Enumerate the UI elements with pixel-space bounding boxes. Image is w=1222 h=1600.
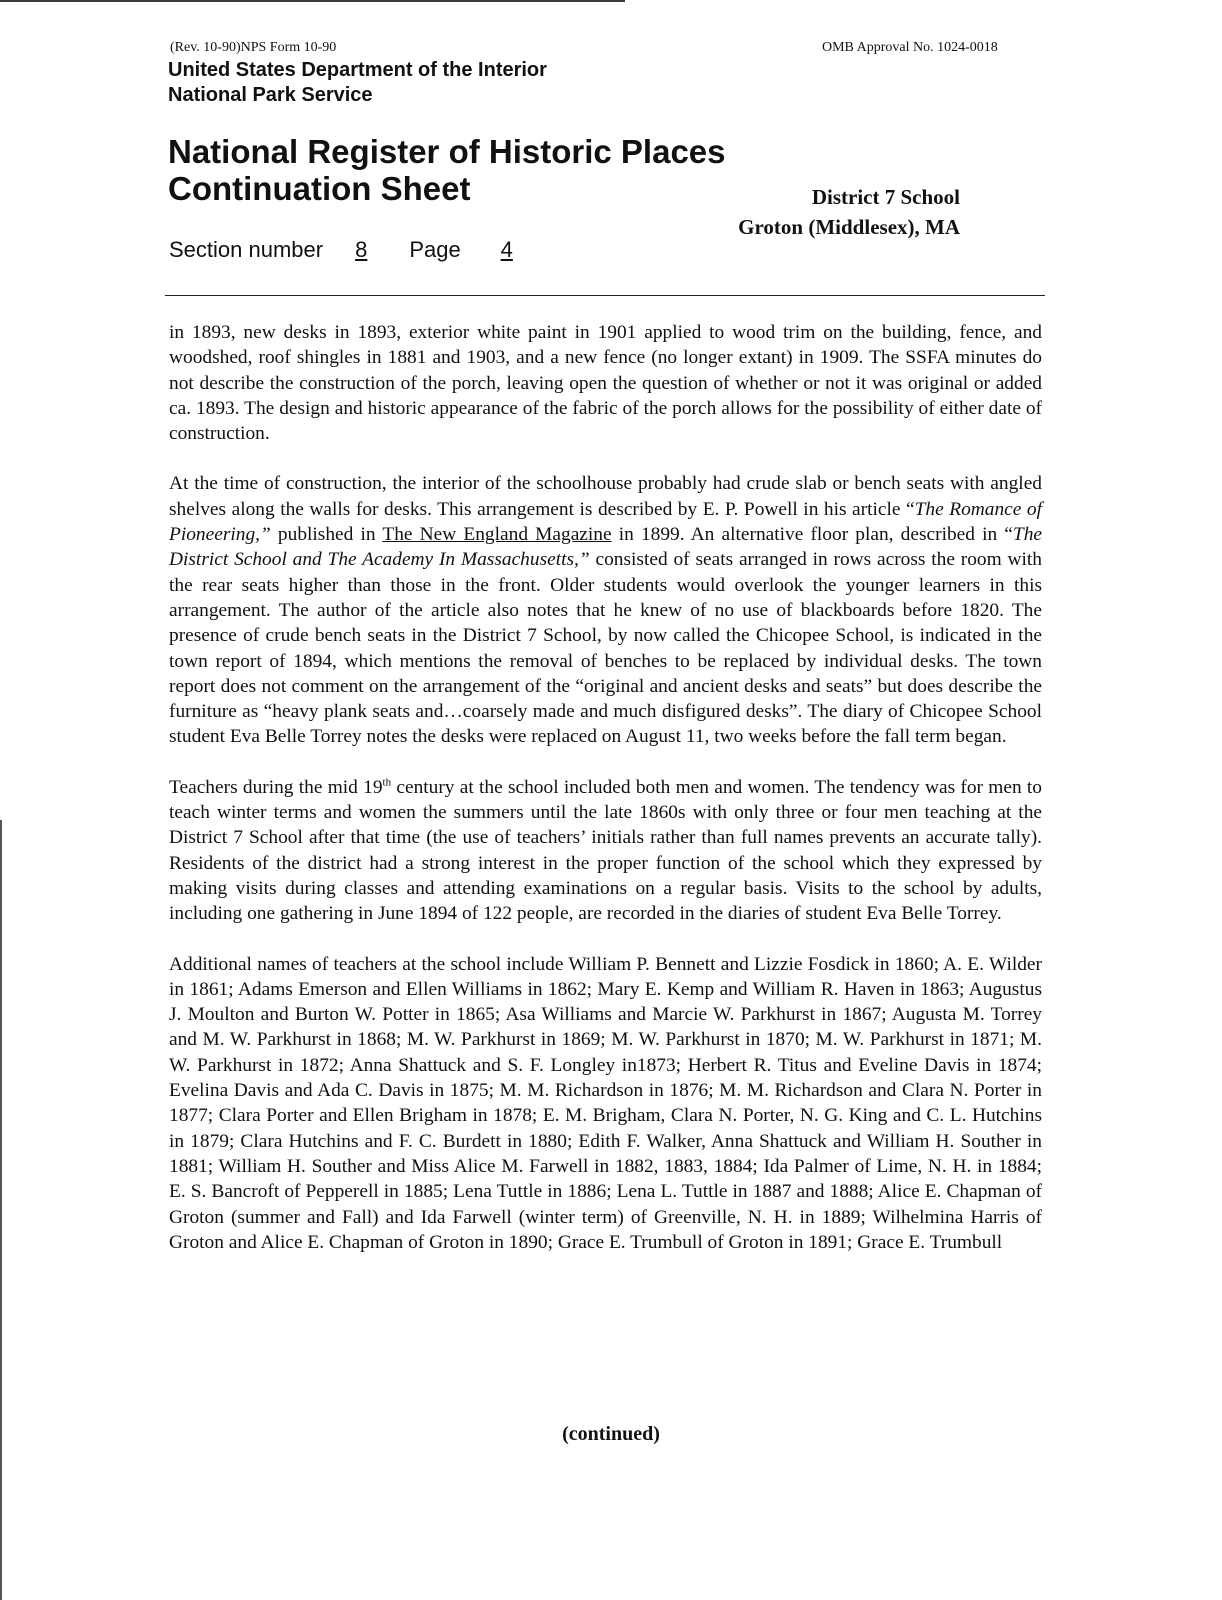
magazine-title: The New England Magazine (382, 524, 612, 546)
section-number: 8 (355, 237, 368, 262)
service-name: National Park Service (168, 84, 373, 106)
scan-edge-left (0, 820, 2, 1600)
header-rule (165, 295, 1045, 296)
form-revision: (Rev. 10-90)NPS Form 10-90 (170, 40, 337, 55)
section-label: Section number (169, 237, 324, 262)
department-name: United States Department of the Interior (168, 59, 547, 81)
form-title (168, 133, 726, 207)
paragraph-3: Teachers during the mid 19th century at the school included both men and women. The tendency was for men to teach winter terms and women the summers until the late 1860s with only three or four men teaching at the District 7 School after that time (the use of teachers’ initials rather than full names prevents an accurate tally). Residents of the district had a strong interest in the proper function of the school which they expressed by making visits during classes and attending examinations on a regular basis. Visits to the school by adults, including one gathering in June 1894 of 122 people, are recorded in the diaries of student Eva Belle Torrey. (169, 776, 1042, 925)
article-title: The Romance of Pioneering,” (169, 498, 1042, 546)
page-label: Page (409, 237, 461, 262)
property-block (700, 182, 960, 242)
register-title: National Register of Historic Places (168, 133, 726, 170)
scan-edge-top (0, 0, 625, 2)
property-name: District 7 School (811, 185, 960, 209)
continued-label: (continued) (562, 1423, 660, 1445)
paragraph-1: in 1893, new desks in 1893, exterior white paint in 1901 applied to wood trim on the building, fence, and woodshed, roof shingles in 1881 and 1903, and a new fence (no longer extant) in 1909. The SSFA minutes do not describe the construction of the porch, leaving open the question of whether or not it was original or added ca. 1893. The design and historic appearance of the fabric of the porch allows for the possibility of either date of construction. (169, 322, 1042, 445)
section-line (169, 237, 513, 263)
body-text (169, 320, 1042, 1255)
ordinal-suffix: th (382, 776, 392, 789)
page-number: 4 (500, 237, 513, 262)
paragraph-4: Additional names of teachers at the school include William P. Bennett and Lizzie Fosdick in 1860; A. E. Wilder in 1861; Adams Emerson and Ellen Williams in 1862; Mary E. Kemp and William R. Haven in 1863; Augustus J. Moulton and Burton W. Potter in 1865; Asa Williams and Marcie W. Parkhurst in 1867; Augusta M. Torrey and M. W. Parkhurst in 1868; M. W. Parkhurst in 1869; M. W. Parkhurst in 1870; M. W. Parkhurst in 1871; M. W. Parkhurst in 1872; Anna Shattuck and S. F. Longley in1873; Herbert R. Titus and Eveline Davis in 1874; Evelina Davis and Ada C. Davis in 1875; M. M. Richardson in 1876; M. M. Richardson and Clara N. Porter in 1877; Clara Porter and Ellen Brigham in 1878; E. M. Brigham, Clara N. Porter, N. G. King and C. L. Hutchins in 1879; Clara Hutchins and F. C. Burdett in 1880; Edith F. Walker, Anna Shattuck and William H. Souther in 1881; William H. Souther and Miss Alice M. Farwell in 1882, 1883, 1884; Ida Palmer of Lime, N. H. in 1884; E. S. Bancroft of Pepperell in 1885; Lena Tuttle in 1886; Lena L. Tuttle in 1887 and 1888; Alice E. Chapman of Groton (summer and Fall) and Ida Farwell (winter term) of Greenville, N. H. in 1889; Wilhelmina Harris of Groton and Alice E. Chapman of Groton in 1890; Grace E. Trumbull of Groton in 1891; Grace E. Trumbull (169, 953, 1042, 1253)
book-title: The District School and The Academy In Massachusetts,” (169, 524, 1043, 571)
property-location: Groton (Middlesex), MA (738, 215, 960, 239)
agency-block (168, 58, 547, 108)
sheet-title: Continuation Sheet (168, 170, 471, 207)
omb-approval: OMB Approval No. 1024-0018 (822, 40, 998, 55)
paragraph-2: At the time of construction, the interior of the schoolhouse probably had crude slab or bench seats with angled shelves along the walls for desks. This arrangement is described by E. P. Powell in his article “The Romance of Pioneering,” published in The New England Magazine in 1899. An alternative floor plan, described in “The District School and The Academy In Massachusetts,” consisted of seats arranged in rows across the room with the rear seats higher than those in the front. Older students would overlook the younger learners in this arrangement. The author of the article also notes that he knew of no use of blackboards before 1820. The presence of crude bench seats in the District 7 School, by now called the Chicopee School, is indicated in the town report of 1894, which mentions the removal of benches to be replaced by individual desks. The town report does not comment on the arrangement of the “original and ancient desks and seats” but does describe the furniture as “heavy plank seats and…coarsely made and much disfigured desks”. The diary of Chicopee School student Eva Belle Torrey notes the desks were replaced on August 11, two weeks before the fall term began. (169, 473, 1043, 748)
